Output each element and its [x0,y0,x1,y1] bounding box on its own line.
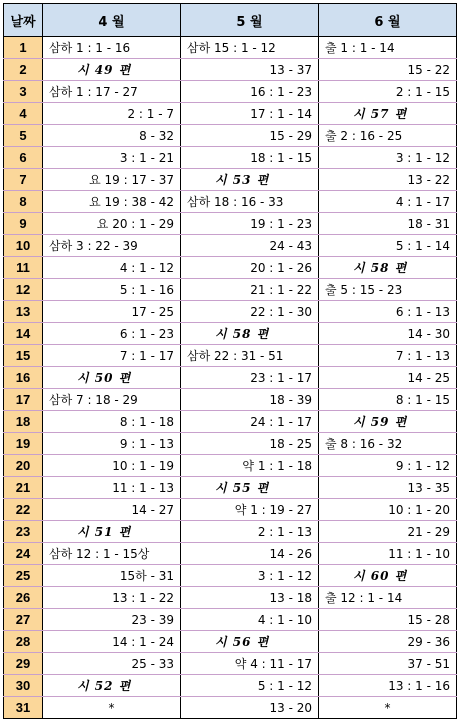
table-row [4,565,457,587]
table-row [4,609,457,631]
day-number: 30 [4,675,43,697]
june-reading-cell: 21 - 29 [319,521,457,543]
table-row [4,389,457,411]
june-reading-cell: 8 : 1 - 15 [319,389,457,411]
june-reading-cell: 6 : 1 - 13 [319,301,457,323]
day-number: 22 [4,499,43,521]
june-reading-cell: 출 1 : 1 - 14 [319,37,457,59]
june-reading-cell: 시 60 편 [319,565,457,587]
day-number: 29 [4,653,43,675]
may-reading-cell: 23 : 1 - 17 [181,367,319,389]
day-number: 3 [4,81,43,103]
table-row [4,169,457,191]
day-number: 28 [4,631,43,653]
june-reading-cell: 출 12 : 1 - 14 [319,587,457,609]
table-row [4,345,457,367]
may-reading-cell: 시 58 편 [181,323,319,345]
may-reading-cell: 20 : 1 - 26 [181,257,319,279]
april-reading-cell: 14 - 27 [43,499,181,521]
table-row [4,477,457,499]
may-reading-cell: 18 : 1 - 15 [181,147,319,169]
may-reading-cell: 약 1 : 1 - 18 [181,455,319,477]
may-reading-cell: 삼하 18 : 16 - 33 [181,191,319,213]
day-number: 23 [4,521,43,543]
day-number: 20 [4,455,43,477]
may-reading-cell: 24 - 43 [181,235,319,257]
header-row [4,4,457,37]
june-reading-cell: 시 57 편 [319,103,457,125]
day-number: 9 [4,213,43,235]
april-reading-cell: 요 20 : 1 - 29 [43,213,181,235]
may-reading-cell: 약 4 : 11 - 17 [181,653,319,675]
june-reading-cell: 시 58 편 [319,257,457,279]
may-reading-cell: 시 55 편 [181,477,319,499]
reading-schedule-table [3,3,457,719]
june-reading-cell: 9 : 1 - 12 [319,455,457,477]
day-number: 11 [4,257,43,279]
june-reading-cell: 18 - 31 [319,213,457,235]
april-reading-cell: 8 : 1 - 18 [43,411,181,433]
table-row [4,697,457,719]
table-row [4,323,457,345]
day-number: 2 [4,59,43,81]
table-row [4,147,457,169]
june-reading-cell: 시 59 편 [319,411,457,433]
table-row [4,81,457,103]
june-reading-cell: 13 - 35 [319,477,457,499]
table-row [4,301,457,323]
may-reading-cell: 4 : 1 - 10 [181,609,319,631]
may-reading-cell: 13 - 20 [181,697,319,719]
april-reading-cell: 25 - 33 [43,653,181,675]
april-reading-cell: 시 50 편 [43,367,181,389]
table-row [4,653,457,675]
day-number: 14 [4,323,43,345]
table-row [4,367,457,389]
day-number: 12 [4,279,43,301]
april-reading-cell: 시 51 편 [43,521,181,543]
may-reading-cell: 22 : 1 - 30 [181,301,319,323]
may-reading-cell: 시 53 편 [181,169,319,191]
may-reading-cell: 17 : 1 - 14 [181,103,319,125]
table-row [4,191,457,213]
day-number: 7 [4,169,43,191]
table-row [4,125,457,147]
april-reading-cell: 요 19 : 17 - 37 [43,169,181,191]
june-reading-cell: 15 - 22 [319,59,457,81]
may-reading-cell: 16 : 1 - 23 [181,81,319,103]
april-reading-cell: 13 : 1 - 22 [43,587,181,609]
june-reading-cell: 15 - 28 [319,609,457,631]
april-reading-cell: 삼하 7 : 18 - 29 [43,389,181,411]
may-reading-cell: 19 : 1 - 23 [181,213,319,235]
may-reading-cell: 18 - 39 [181,389,319,411]
april-reading-cell: 11 : 1 - 13 [43,477,181,499]
april-reading-cell: 3 : 1 - 21 [43,147,181,169]
day-column-header: 날짜 [4,4,43,37]
day-number: 10 [4,235,43,257]
april-reading-cell: 삼하 1 : 1 - 16 [43,37,181,59]
day-number: 13 [4,301,43,323]
table-row [4,411,457,433]
table-row [4,279,457,301]
table-row [4,499,457,521]
may-reading-cell: 14 - 26 [181,543,319,565]
may-reading-cell: 13 - 18 [181,587,319,609]
may-reading-cell: 18 - 25 [181,433,319,455]
june-reading-cell: 출 2 : 16 - 25 [319,125,457,147]
june-reading-cell: 3 : 1 - 12 [319,147,457,169]
june-reading-cell: 2 : 1 - 15 [319,81,457,103]
april-reading-cell: 5 : 1 - 16 [43,279,181,301]
day-number: 25 [4,565,43,587]
may-reading-cell: 24 : 1 - 17 [181,411,319,433]
day-number: 6 [4,147,43,169]
june-reading-cell: 7 : 1 - 13 [319,345,457,367]
day-number: 1 [4,37,43,59]
may-reading-cell: 15 - 29 [181,125,319,147]
day-number: 24 [4,543,43,565]
table-row [4,587,457,609]
day-number: 26 [4,587,43,609]
april-reading-cell: 6 : 1 - 23 [43,323,181,345]
june-reading-cell: 4 : 1 - 17 [319,191,457,213]
april-reading-cell: 삼하 3 : 22 - 39 [43,235,181,257]
june-reading-cell: 출 8 : 16 - 32 [319,433,457,455]
day-number: 4 [4,103,43,125]
may-reading-cell: 시 56 편 [181,631,319,653]
april-reading-cell: 삼하 1 : 17 - 27 [43,81,181,103]
june-reading-cell: 13 : 1 - 16 [319,675,457,697]
table-row [4,235,457,257]
june-column-header: 6 월 [319,4,457,37]
april-reading-cell: 7 : 1 - 17 [43,345,181,367]
april-reading-cell: 삼하 12 : 1 - 15상 [43,543,181,565]
may-reading-cell: 2 : 1 - 13 [181,521,319,543]
june-reading-cell: 13 - 22 [319,169,457,191]
table-row [4,675,457,697]
april-reading-cell: 시 49 편 [43,59,181,81]
june-reading-cell: 11 : 1 - 10 [319,543,457,565]
april-reading-cell: 15하 - 31 [43,565,181,587]
table-row [4,631,457,653]
april-reading-cell: 4 : 1 - 12 [43,257,181,279]
may-column-header: 5 월 [181,4,319,37]
day-number: 5 [4,125,43,147]
day-number: 16 [4,367,43,389]
day-number: 21 [4,477,43,499]
day-number: 19 [4,433,43,455]
june-reading-cell: 10 : 1 - 20 [319,499,457,521]
april-reading-cell: 시 52 편 [43,675,181,697]
may-reading-cell: 13 - 37 [181,59,319,81]
table-row [4,433,457,455]
june-reading-cell: 14 - 25 [319,367,457,389]
table-row [4,37,457,59]
may-reading-cell: 삼하 22 : 31 - 51 [181,345,319,367]
april-reading-cell: 14 : 1 - 24 [43,631,181,653]
day-number: 27 [4,609,43,631]
table-row [4,103,457,125]
may-reading-cell: 5 : 1 - 12 [181,675,319,697]
may-reading-cell: 삼하 15 : 1 - 12 [181,37,319,59]
june-reading-cell: 5 : 1 - 14 [319,235,457,257]
april-reading-cell: 2 : 1 - 7 [43,103,181,125]
april-reading-cell: 10 : 1 - 19 [43,455,181,477]
day-number: 31 [4,697,43,719]
april-reading-cell: * [43,697,181,719]
june-reading-cell: 출 5 : 15 - 23 [319,279,457,301]
april-reading-cell: 17 - 25 [43,301,181,323]
april-reading-cell: 9 : 1 - 13 [43,433,181,455]
april-reading-cell: 23 - 39 [43,609,181,631]
table-row [4,455,457,477]
may-reading-cell: 3 : 1 - 12 [181,565,319,587]
april-reading-cell: 8 - 32 [43,125,181,147]
april-reading-cell: 요 19 : 38 - 42 [43,191,181,213]
table-row [4,59,457,81]
day-number: 17 [4,389,43,411]
may-reading-cell: 21 : 1 - 22 [181,279,319,301]
june-reading-cell: 14 - 30 [319,323,457,345]
table-row [4,543,457,565]
april-column-header: 4 월 [43,4,181,37]
day-number: 8 [4,191,43,213]
june-reading-cell: 29 - 36 [319,631,457,653]
table-row [4,521,457,543]
table-row [4,257,457,279]
table-row [4,213,457,235]
may-reading-cell: 약 1 : 19 - 27 [181,499,319,521]
day-number: 18 [4,411,43,433]
day-number: 15 [4,345,43,367]
june-reading-cell: * [319,697,457,719]
june-reading-cell: 37 - 51 [319,653,457,675]
